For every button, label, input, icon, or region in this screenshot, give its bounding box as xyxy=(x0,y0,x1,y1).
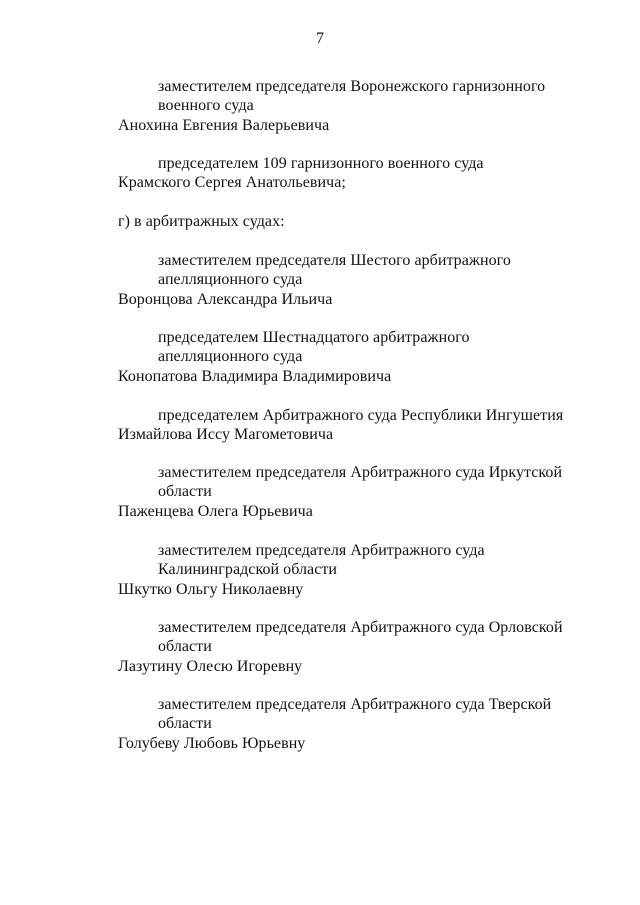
page-number: 7 xyxy=(316,30,324,47)
entry-position-line: заместителем председателя Воронежского гарнизонного xyxy=(158,78,546,95)
entry-position-line: заместителем председателя Шестого арбитражного xyxy=(158,252,511,269)
entry-person-name: Воронцова Александра Ильича xyxy=(118,291,333,308)
entry-position-line: заместителем председателя Арбитражного суда Тверской xyxy=(158,696,552,713)
entry-position-line: председателем Арбитражного суда Республики Ингушетия xyxy=(158,407,564,424)
entry-position-line: апелляционного суда xyxy=(158,348,303,365)
entry-position-line: военного суда xyxy=(158,97,254,114)
entry-position-line: председателем 109 гарнизонного военного суда xyxy=(158,155,484,172)
entry-person-name: Измайлова Иссу Магометовича xyxy=(118,426,334,443)
entry-position-line: заместителем председателя Арбитражного суда xyxy=(158,542,485,559)
entry-position-line: заместителем председателя Арбитражного суда Орловской xyxy=(158,619,563,636)
section-heading: г) в арбитражных судах: xyxy=(118,213,285,230)
entry-position-line: председателем Шестнадцатого арбитражного xyxy=(158,329,470,346)
entry-position-line: апелляционного суда xyxy=(158,271,303,288)
entry-person-name: Голубеву Любовь Юрьевну xyxy=(118,735,306,752)
entry-person-name: Лазутину Олесю Игоревну xyxy=(118,658,303,675)
entry-position-line: области xyxy=(158,483,212,500)
entry-person-name: Крамского Сергея Анатольевича; xyxy=(118,174,346,191)
entry-position-line: области xyxy=(158,715,212,732)
entry-person-name: Анохина Евгения Валерьевича xyxy=(118,117,330,134)
entry-position-line: Калининградской области xyxy=(158,561,338,578)
entry-person-name: Конопатова Владимира Владимировича xyxy=(118,368,392,385)
entry-person-name: Паженцева Олега Юрьевича xyxy=(118,503,313,520)
entry-position-line: заместителем председателя Арбитражного суда Иркутской xyxy=(158,464,563,481)
entry-position-line: области xyxy=(158,638,212,655)
entry-person-name: Шкутко Ольгу Николаевну xyxy=(118,581,304,598)
